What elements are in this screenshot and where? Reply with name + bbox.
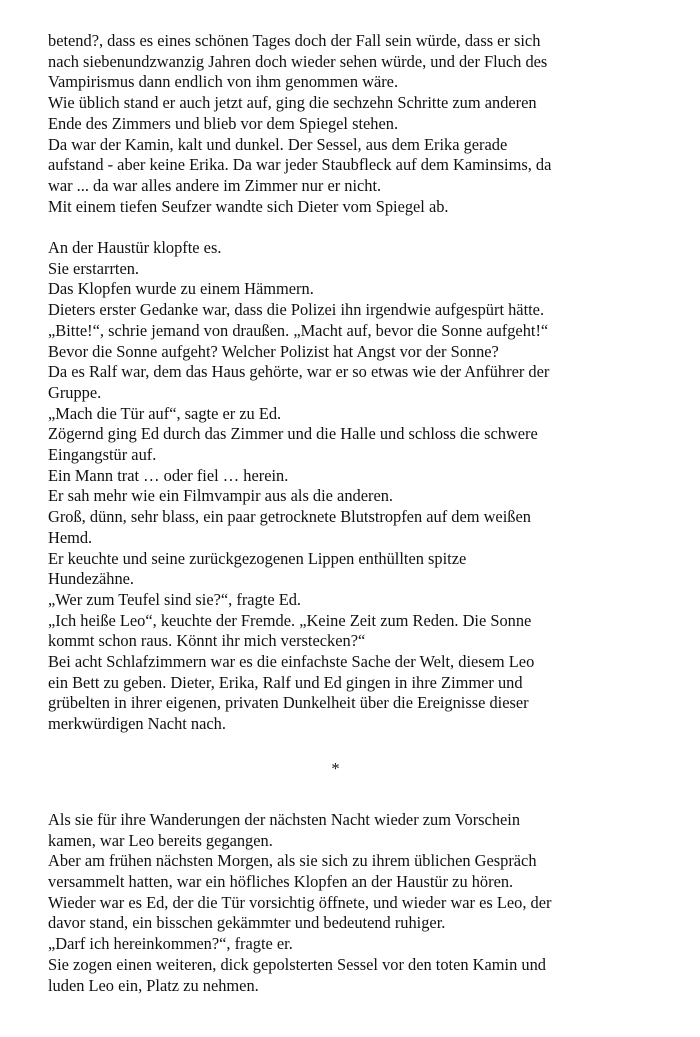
text-line: „Ich heiße Leo“, keuchte der Fremde. „Keine Zeit zum Reden. Die Sonne [48, 610, 532, 630]
text-line: war ... da war alles andere im Zimmer nur er nicht. [48, 175, 382, 195]
text-line: Wieder war es Ed, der die Tür vorsichtig öffnete, und wieder war es Leo, der [48, 892, 552, 912]
text-block-2 [48, 238, 678, 735]
text-line: Als sie für ihre Wanderungen der nächsten Nacht wieder zum Vorschein [48, 809, 521, 829]
text-line: Wie üblich stand er auch jetzt auf, ging die sechzehn Schritte zum anderen [48, 93, 537, 113]
text-line: aufstand - aber keine Erika. Da war jeder Staubfleck auf dem Kaminsims, da [48, 155, 552, 175]
text-line: Bei acht Schlafzimmern war es die einfachste Sache der Welt, diesem Leo [48, 652, 535, 672]
text-line: „Wer zum Teufel sind sie?“, fragte Ed. [48, 589, 301, 609]
text-line: Ende des Zimmers und blieb vor dem Spiegel stehen. [48, 113, 399, 133]
text-line: Zögernd ging Ed durch das Zimmer und die Halle und schloss die schwere [48, 424, 538, 444]
paragraph-gap [48, 735, 678, 756]
text-line: Mit einem tiefen Seufzer wandte sich Dieter vom Spiegel ab. [48, 196, 449, 216]
text-line: merkwürdigen Nacht nach. [48, 714, 226, 734]
paragraph-gap [48, 217, 678, 238]
text-block-1 [48, 31, 678, 217]
text-line: Dieters erster Gedanke war, dass die Polizei ihn irgendwie aufgespürt hätte. [48, 300, 545, 320]
text-line: Groß, dünn, sehr blass, ein paar getrocknete Blutstropfen auf dem weißen [48, 507, 531, 527]
section-separator: * [331, 758, 340, 778]
text-line: kamen, war Leo bereits gegangen. [48, 830, 273, 850]
text-line: „Mach die Tür auf“, sagte er zu Ed. [48, 403, 282, 423]
text-line: ein Bett zu geben. Dieter, Erika, Ralf und Ed gingen in ihre Zimmer und [48, 672, 523, 692]
document-page [48, 31, 678, 996]
text-line: kommt schon raus. Könnt ihr mich verstecken?“ [48, 631, 366, 651]
text-line: Sie zogen einen weiteren, dick gepolsterten Sessel vor den toten Kamin und [48, 954, 546, 974]
text-line: „Bitte!“, schrie jemand von draußen. „Macht auf, bevor die Sonne aufgeht!“ [48, 320, 549, 340]
text-line: grübelten in ihrer eigenen, privaten Dunkelheit über die Ereignisse dieser [48, 693, 529, 713]
text-line: davor stand, ein bisschen gekämmter und bedeutend ruhiger. [48, 913, 446, 933]
text-line: Er sah mehr wie ein Filmvampir aus als die anderen. [48, 486, 394, 506]
text-line: Eingangstür auf. [48, 445, 157, 465]
paragraph-gap [48, 789, 678, 810]
text-line: nach siebenundzwanzig Jahren doch wieder sehen würde, und der Fluch des [48, 51, 548, 71]
text-line: Vampirismus dann endlich von ihm genommen wäre. [48, 72, 399, 92]
text-line: Das Klopfen wurde zu einem Hämmern. [48, 279, 314, 299]
text-line: Gruppe. [48, 382, 102, 402]
text-line: Da war der Kamin, kalt und dunkel. Der Sessel, aus dem Erika gerade [48, 134, 508, 154]
text-line: Hundezähne. [48, 569, 135, 589]
text-line: Ein Mann trat … oder fiel … herein. [48, 465, 289, 485]
text-line: An der Haustür klopfte es. [48, 238, 222, 258]
text-line: Da es Ralf war, dem das Haus gehörte, war er so etwas wie der Anführer der [48, 362, 550, 382]
text-line: betend?, dass es eines schönen Tages doch der Fall sein würde, dass er sich [48, 31, 541, 50]
text-block-3 [48, 810, 678, 996]
text-line: „Darf ich hereinkommen?“, fragte er. [48, 934, 293, 954]
text-line: Aber am frühen nächsten Morgen, als sie sich zu ihrem üblichen Gespräch [48, 851, 537, 871]
text-line: versammelt hatten, war ein höfliches Klopfen an der Haustür zu hören. [48, 872, 514, 892]
text-line: Bevor die Sonne aufgeht? Welcher Polizist hat Angst vor der Sonne? [48, 341, 499, 361]
text-line: Er keuchte und seine zurückgezogenen Lippen enthüllten spitze [48, 548, 467, 568]
text-line: Hemd. [48, 527, 93, 547]
text-line: Sie erstarrten. [48, 258, 140, 278]
text-line: luden Leo ein, Platz zu nehmen. [48, 975, 259, 995]
